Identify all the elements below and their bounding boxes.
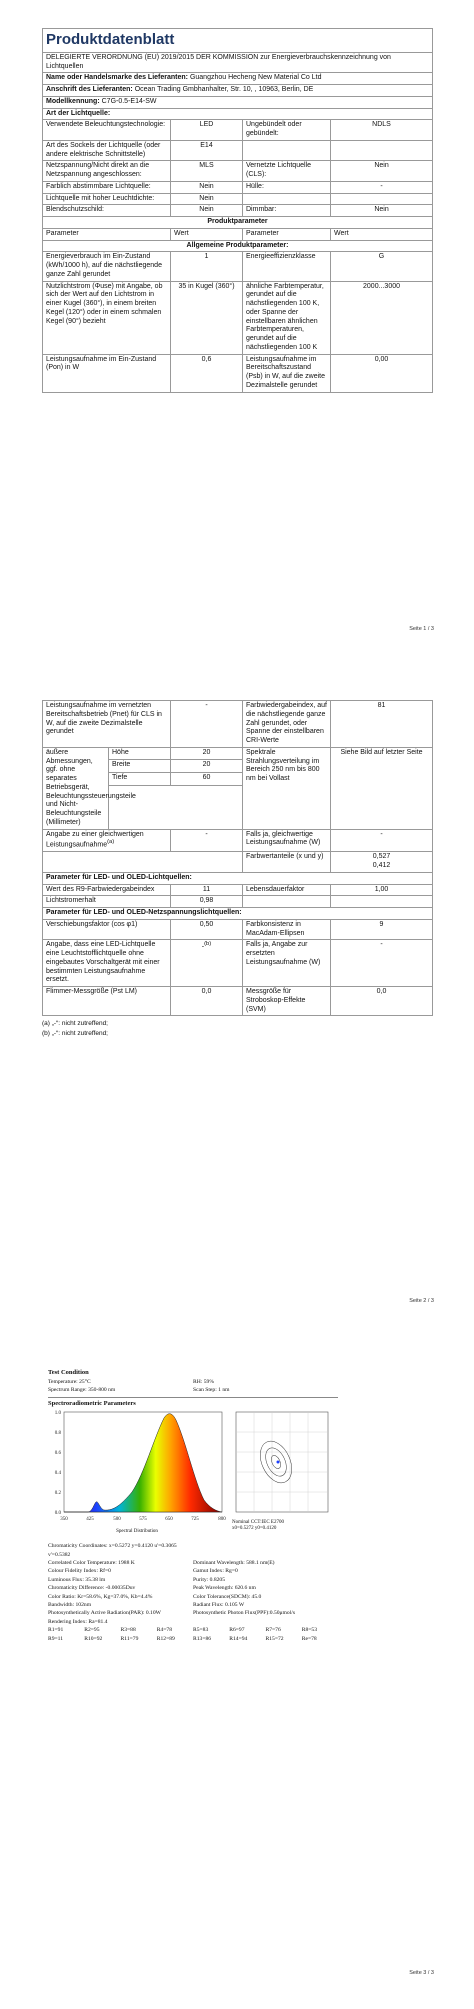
cie-caption bbox=[232, 1520, 332, 1532]
cell-label: Ungebündelt oder gebündelt: bbox=[243, 120, 331, 141]
ri-value: R13=86 bbox=[193, 1635, 212, 1642]
cell-value: Nein bbox=[171, 193, 243, 205]
table-row bbox=[43, 919, 433, 940]
table-row bbox=[43, 884, 433, 896]
cell-value: Nein bbox=[171, 205, 243, 217]
result-right bbox=[193, 1618, 338, 1626]
result-row bbox=[48, 1593, 338, 1601]
equivalent-watt-value: - bbox=[331, 829, 433, 852]
regulation-text: DELEGIERTE VERORDNUNG (EU) 2019/2015 DER KOMMISSION zur Energieverbrauchskennzeichnung von Lichtquellen bbox=[43, 52, 433, 73]
spectral-caption: Spectral Distribution bbox=[116, 1528, 158, 1534]
pnet-value: - bbox=[171, 701, 243, 748]
cell-value bbox=[331, 193, 433, 205]
r9-value: 11 bbox=[171, 884, 243, 896]
ri-value: R14=94 bbox=[229, 1635, 248, 1642]
r9-label: Wert des R9-Farbwiedergabeindex bbox=[43, 884, 171, 896]
measured-point bbox=[277, 1461, 280, 1464]
condition-row bbox=[48, 1386, 338, 1394]
ri-value: R10=92 bbox=[84, 1635, 103, 1642]
macadam-ellipse bbox=[262, 1445, 291, 1480]
result-row bbox=[48, 1542, 338, 1559]
macadam-ellipse bbox=[269, 1454, 282, 1470]
ri-value: Re=78 bbox=[301, 1635, 317, 1642]
cell-value: - bbox=[331, 181, 433, 193]
equivalent-power-text: Angabe zu einer gleichwertigen Leistungsaufnahme bbox=[46, 830, 144, 849]
supplier-label: Name oder Handelsmarke des Lieferanten: bbox=[46, 74, 188, 82]
cell-value: LED bbox=[171, 120, 243, 141]
footnote-a: (a) „-“: nicht zutreffend; bbox=[42, 1020, 108, 1028]
lumen-maintenance-value: 0,98 bbox=[171, 896, 243, 908]
ri-value: R8=53 bbox=[301, 1627, 318, 1634]
cell-label: Dimmbar: bbox=[243, 205, 331, 217]
rendering-index-row bbox=[48, 1626, 338, 1634]
cct-value: 2000...3000 bbox=[331, 281, 433, 354]
table-row bbox=[43, 161, 433, 182]
supplier-value: Guangzhou Hecheng New Material Co Ltd bbox=[189, 74, 322, 82]
cell-label: Netzspannung/Nicht direkt an die Netzspannung angeschlossen: bbox=[43, 161, 171, 182]
x-tick-label: 350 bbox=[60, 1517, 68, 1523]
survival-factor-label: Lebensdauerfaktor bbox=[243, 884, 331, 896]
result-right bbox=[193, 1542, 338, 1559]
table-row bbox=[43, 747, 433, 760]
energy-value: 1 bbox=[171, 252, 243, 281]
svm-label: Messgröße für Stroboskop-Effekte (SVM) bbox=[243, 987, 331, 1016]
x-tick-label: 500 bbox=[113, 1517, 121, 1523]
y-tick-label: 0.2 bbox=[54, 1491, 61, 1497]
pnet-label: Leistungsaufnahme im vernetzten Bereitschaftsbetrieb (Pnet) für CLS in W, auf die zweite Dezimalstelle gerundet bbox=[43, 701, 171, 748]
table-row bbox=[43, 181, 433, 193]
x-tick-label: 575 bbox=[139, 1517, 147, 1523]
cell-value: Nein bbox=[331, 205, 433, 217]
energy-class-label: Energieeffizienzklasse bbox=[243, 252, 331, 281]
cie-caption-line: Nominal CCT:IEC E2700 bbox=[232, 1519, 284, 1525]
result-row bbox=[48, 1576, 338, 1584]
psb-label: Leistungsaufnahme im Bereitschaftszustand (Psb) in W, auf die zweite Dezimalstelle gerundet bbox=[243, 354, 331, 392]
result-row bbox=[48, 1567, 338, 1575]
result-left: Luminous Flux: 35.38 lm bbox=[48, 1576, 106, 1583]
footnotes bbox=[42, 1019, 432, 1038]
result-right: Gamut Index: Rg=0 bbox=[193, 1568, 238, 1575]
result-left: Colour Fidelity Index: Rf=0 bbox=[48, 1568, 111, 1575]
ri-value: R3=88 bbox=[120, 1627, 136, 1634]
test-report bbox=[48, 1368, 338, 1643]
table-row bbox=[43, 205, 433, 217]
cell-value: Nein bbox=[331, 161, 433, 182]
ri-value: R9=11 bbox=[48, 1635, 64, 1642]
spectrum-range: Spectrum Range: 350-800 nm bbox=[48, 1387, 116, 1394]
cell-label: Verwendete Beleuchtungstechnologie: bbox=[43, 120, 171, 141]
table-row bbox=[43, 120, 433, 141]
document-title: Produktdatenblatt bbox=[43, 29, 433, 53]
ri-value: R2=95 bbox=[84, 1627, 100, 1634]
model-value: C7G-0.5-E14-SW bbox=[101, 97, 157, 105]
equivalent-power-value: - bbox=[171, 829, 243, 852]
footnote-b: (b) „-“: nicht zutreffend; bbox=[42, 1029, 108, 1037]
macadam-ellipse bbox=[254, 1436, 298, 1488]
ri-value: R1=91 bbox=[48, 1627, 64, 1634]
y-tick-label: 0.4 bbox=[54, 1471, 61, 1477]
equivalent-watt-label: Falls ja, gleichwertige Leistungsaufnahme (W) bbox=[243, 829, 331, 852]
table-row bbox=[43, 252, 433, 281]
result-left: Photosynthetically Active Radiation(PAR): 0.10W bbox=[48, 1610, 161, 1617]
height-label: Höhe bbox=[109, 747, 171, 760]
result-left: Correlated Color Temperature: 1988 K bbox=[48, 1560, 135, 1567]
cie-caption-line: x0=0.5272 y0=0.4120 bbox=[232, 1525, 277, 1531]
result-row bbox=[48, 1559, 338, 1567]
results-list bbox=[48, 1542, 338, 1643]
supplier-row bbox=[43, 73, 433, 85]
test-condition-heading: Test Condition bbox=[48, 1369, 89, 1376]
address-label: Anschrift des Lieferanten: bbox=[46, 86, 133, 93]
table-row bbox=[43, 896, 433, 908]
ri-value: R11=79 bbox=[120, 1635, 139, 1642]
humidity: RH: 59% bbox=[193, 1378, 214, 1385]
equivalent-power-label: Angabe zu einer gleichwertigen Leistungsaufnahme$^{(a)}$ bbox=[43, 829, 171, 852]
column-header: Wert bbox=[171, 228, 243, 240]
column-header: Parameter bbox=[243, 228, 331, 240]
cell-value: E14 bbox=[171, 140, 243, 161]
spectro-parameters-heading: Spectroradiometric Parameters bbox=[48, 1399, 136, 1407]
depth-value: 60 bbox=[171, 772, 243, 785]
energy-label: Energieverbrauch im Ein-Zustand (kWh/1000 h), auf die nächstliegende ganze Zahl gerundet bbox=[43, 252, 171, 281]
table-row bbox=[43, 987, 433, 1016]
result-right: Peak Wavelength: 620.6 nm bbox=[193, 1585, 256, 1592]
page-1 bbox=[0, 0, 474, 660]
result-row bbox=[48, 1601, 338, 1609]
cell-label: Art des Sockels der Lichtquelle (oder andere elektrische Schnittstelle) bbox=[43, 140, 171, 161]
cie-chart bbox=[232, 1408, 332, 1536]
x-tick-label: 725 bbox=[191, 1517, 199, 1523]
replacement-value: -$^{(b)}$ bbox=[171, 940, 243, 987]
cell-value: NDLS bbox=[331, 120, 433, 141]
result-row bbox=[48, 1584, 338, 1592]
table-row bbox=[43, 852, 433, 873]
ri-value: R6=97 bbox=[229, 1627, 245, 1634]
page-number: Seite 3 / 3 bbox=[409, 1970, 434, 1976]
displacement-factor-label: Verschiebungsfaktor (cos φ1) bbox=[43, 919, 171, 940]
flicker-label: Flimmer-Messgröße (Pst LM) bbox=[43, 987, 171, 1016]
table-row bbox=[43, 354, 433, 392]
result-right: Purity: 0.8205 bbox=[193, 1576, 226, 1583]
y-tick-label: 0.8 bbox=[54, 1431, 61, 1437]
cri-label: Farbwiedergabeindex, auf die nächstliegende ganze Zahl gerundet, oder Spanne der einstellbaren CRI-Werte bbox=[243, 701, 331, 748]
width-label: Breite bbox=[109, 760, 171, 773]
y-tick-label: 0.6 bbox=[54, 1451, 61, 1457]
scan-step: Scan Step: 1 nm bbox=[193, 1387, 230, 1394]
spectral-svg bbox=[48, 1408, 226, 1526]
energy-class-value: G bbox=[331, 252, 433, 281]
cct-label: ähnliche Farbtemperatur, gerundet auf die nächstliegenden 100 K, oder Spanne der einstellbaren ähnlichen Farbtemperaturen, gerundet auf die nächstliegenden 100 K bbox=[243, 281, 331, 354]
cell-value: Nein bbox=[171, 181, 243, 193]
spectral-distribution-value: Siehe Bild auf letzter Seite bbox=[331, 747, 433, 829]
displacement-factor-value: 0,50 bbox=[171, 919, 243, 940]
flux-value: 35 in Kugel (360°) bbox=[171, 281, 243, 354]
cell-label: Hülle: bbox=[243, 181, 331, 193]
ri-value: R7=76 bbox=[265, 1627, 281, 1634]
cell-label bbox=[243, 140, 331, 161]
height-value: 20 bbox=[171, 747, 243, 760]
temperature: Temperature: 25°C bbox=[48, 1378, 91, 1385]
model-label: Modellkennung: bbox=[46, 97, 100, 105]
replacement-watt-label: Falls ja, Angabe zur ersetzten Leistungsaufnahme (W) bbox=[243, 940, 331, 987]
replacement-label: Angabe, dass eine LED-Lichtquelle eine Leuchtstofflichtquelle ohne eingebautes Vorschaltgerät mit einer bestimmten Leistungsaufnahme ersetzt. bbox=[43, 940, 171, 987]
dimensions-label: äußere Abmessungen, ggf. ohne separates Betriebsgerät, Beleuchtungssteuerungsteile und Nicht-Beleuchtungsteile (Millimeter) bbox=[43, 747, 109, 829]
width-value: 20 bbox=[171, 760, 243, 773]
depth-label: Tiefe bbox=[109, 772, 171, 785]
condition-row bbox=[48, 1378, 338, 1386]
product-data-table-continued bbox=[42, 700, 433, 1016]
pon-value: 0,6 bbox=[171, 354, 243, 392]
page-2 bbox=[0, 690, 474, 1330]
chromaticity-y: 0,412 bbox=[372, 862, 391, 870]
address-value: Ocean Trading Gmbhanhalter, Str. 10, , 10963, Berlin, DE bbox=[134, 86, 314, 93]
column-header: Wert bbox=[331, 228, 433, 240]
cell-label: Farblich abstimmbare Lichtquelle: bbox=[43, 181, 171, 193]
ri-value: R15=72 bbox=[265, 1635, 284, 1642]
spectral-distribution-chart bbox=[48, 1408, 226, 1536]
ri-value: R5=83 bbox=[193, 1627, 209, 1634]
svm-value: 0,0 bbox=[331, 987, 433, 1016]
cri-value: 81 bbox=[331, 701, 433, 748]
cell-value: MLS bbox=[171, 161, 243, 182]
result-right: Color Tolerance(SDCM): 45.0 bbox=[193, 1593, 262, 1600]
chromaticity-x: 0,527 bbox=[372, 853, 391, 861]
replacement-text: - bbox=[201, 943, 205, 951]
cell-value bbox=[331, 140, 433, 161]
macadam-value: 9 bbox=[331, 919, 433, 940]
x-tick-label: 800 bbox=[218, 1517, 226, 1523]
survival-factor-value: 1,00 bbox=[331, 884, 433, 896]
flicker-value: 0,0 bbox=[171, 987, 243, 1016]
result-left: Chromaticity Coordinates: x=0.5272 y=0.4120 u'=0.3065 v'=0.5382 bbox=[48, 1543, 177, 1558]
result-left: Bandwidth: 102nm bbox=[48, 1602, 92, 1609]
page-number: Seite 1 / 3 bbox=[409, 626, 434, 632]
result-row bbox=[48, 1618, 338, 1626]
pon-label: Leistungsaufnahme im Ein-Zustand (Pon) in W bbox=[43, 354, 171, 392]
column-header: Parameter bbox=[43, 228, 171, 240]
x-tick-label: 650 bbox=[165, 1517, 173, 1523]
result-right: Photosynthetic Photon Flux(PPF):0.50μmol/s bbox=[193, 1610, 295, 1617]
general-parameters-header: Allgemeine Produktparameter: bbox=[43, 240, 433, 252]
y-tick-label: 1.0 bbox=[54, 1411, 61, 1417]
address-row bbox=[43, 85, 433, 97]
column-header-row bbox=[43, 228, 433, 240]
table-row bbox=[43, 701, 433, 748]
ri-value: R12=89 bbox=[156, 1635, 175, 1642]
cie-frame bbox=[236, 1412, 328, 1512]
spectral-distribution-label: Spektrale Strahlungsverteilung im Bereich 250 nm bis 800 nm bei Vollast bbox=[243, 747, 331, 829]
mains-parameters-header: Parameter für LED- und OLED-Netzspannungslichtquellen: bbox=[43, 908, 433, 920]
rendering-index-row bbox=[48, 1635, 338, 1643]
cie-svg bbox=[232, 1408, 332, 1516]
model-row bbox=[43, 96, 433, 108]
result-left: Color Ratio: Kr=58.6%, Kg=37.0%, Kb=4.4% bbox=[48, 1593, 153, 1600]
x-tick-label: 425 bbox=[86, 1517, 94, 1523]
page-number: Seite 2 / 3 bbox=[409, 1298, 434, 1304]
result-row bbox=[48, 1609, 338, 1617]
table-row bbox=[43, 829, 433, 852]
chromaticity-values bbox=[331, 852, 433, 873]
cell-label: Blendschutzschild: bbox=[43, 205, 171, 217]
cell-label: Lichtquelle mit hoher Leuchtdichte: bbox=[43, 193, 171, 205]
ri-value: R4=78 bbox=[156, 1627, 173, 1634]
light-source-type-header: Art der Lichtquelle: bbox=[43, 108, 433, 120]
result-right: Dominant Wavelength: 588.1 nm(E) bbox=[193, 1560, 275, 1567]
product-data-table bbox=[42, 28, 433, 393]
psb-value: 0,00 bbox=[331, 354, 433, 392]
result-right: Radiant Flux: 0.105 W bbox=[193, 1602, 245, 1609]
product-parameters-header: Produktparameter bbox=[43, 217, 433, 229]
macadam-label: Farbkonsistenz in MacAdam-Ellipsen bbox=[243, 919, 331, 940]
table-row bbox=[43, 140, 433, 161]
table-row bbox=[43, 281, 433, 354]
result-left: Chromaticity Difference: -0.00035Duv bbox=[48, 1585, 136, 1592]
cell-label: Vernetzte Lichtquelle (CLS): bbox=[243, 161, 331, 182]
table-row bbox=[43, 940, 433, 987]
cell-label bbox=[243, 193, 331, 205]
lumen-maintenance-label: Lichtstromerhalt bbox=[43, 896, 171, 908]
spectrum-curve bbox=[64, 1414, 222, 1512]
flux-label: Nutzlichtstrom (Φuse) mit Angabe, ob sich der Wert auf den Lichtstrom in einer Kugel (360°), in einem breiten Kegel (120°) oder in einem schmalen Kegel (90°) bezieht bbox=[43, 281, 171, 354]
result-left: Rendering Index: Ra=81.4 bbox=[48, 1618, 108, 1625]
chromaticity-label: Farbwertanteile (x und y) bbox=[243, 852, 331, 873]
led-parameters-header: Parameter für LED- und OLED-Lichtquellen: bbox=[43, 872, 433, 884]
replacement-watt-value: - bbox=[331, 940, 433, 987]
table-row bbox=[43, 193, 433, 205]
y-tick-label: 0.0 bbox=[54, 1511, 61, 1517]
